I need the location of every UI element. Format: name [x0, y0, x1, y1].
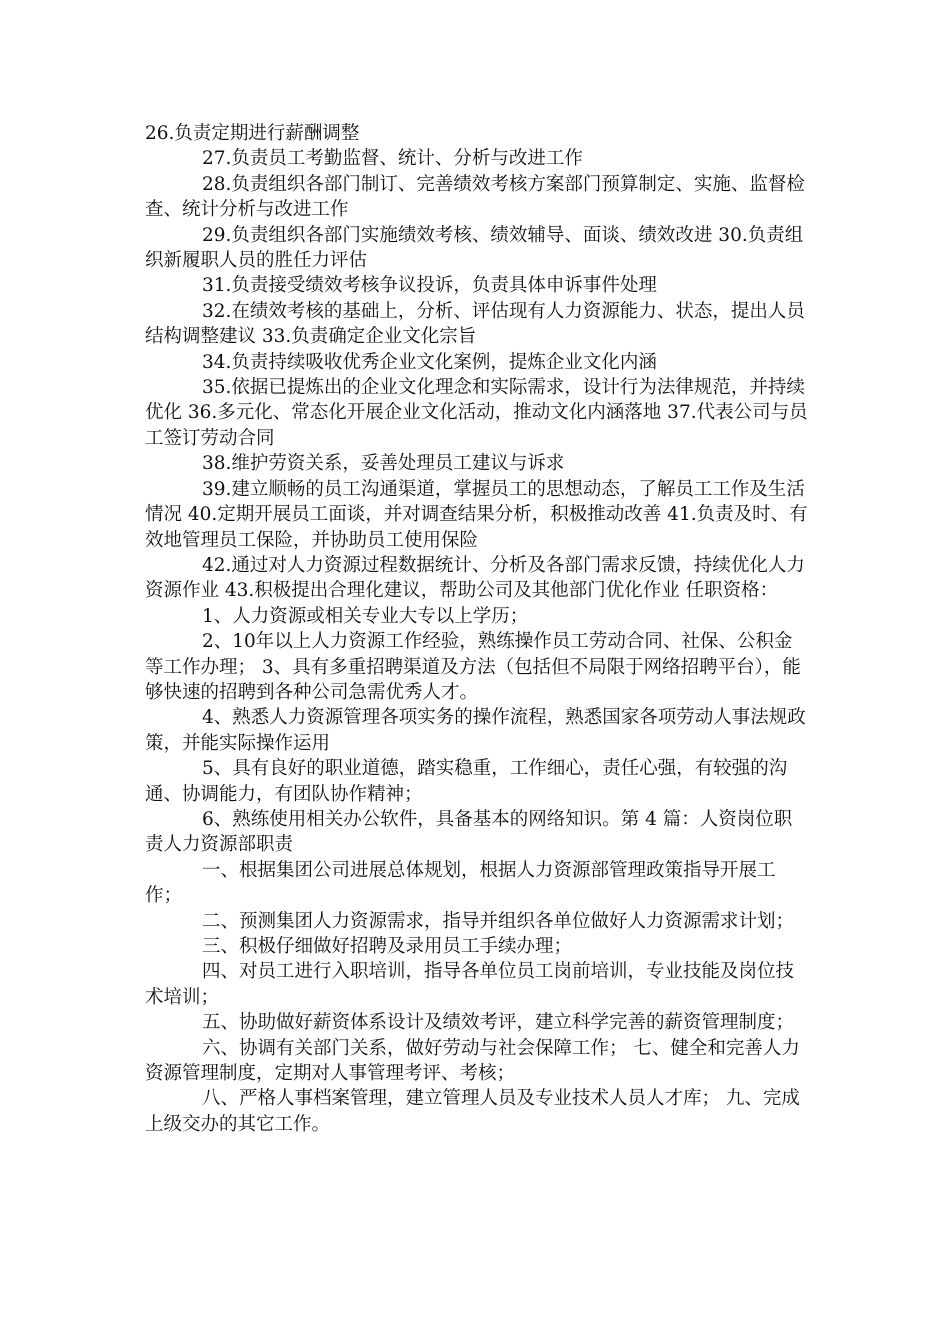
paragraph: 26.负责定期进行薪酬调整	[145, 123, 360, 144]
paragraph: 35.依据已提炼出的企业文化理念和实际需求，设计行为法律规范，并持续优化 36.多元化、常态化开展企业文化活动，推动文化内涵落地 37.代表公司与员工签订劳动合同	[145, 377, 808, 449]
paragraph: 31.负责接受绩效考核争议投诉，负责具体申诉事件处理	[202, 275, 657, 297]
paragraph: 39.建立顺畅的员工沟通渠道，掌握员工的思想动态，了解员工工作及生活情况 40.定期开展员工面谈，并对调查结果分析，积极推动改善 41.负责及时、有效地管理员工保险，并协助员工使用保险	[145, 478, 808, 551]
paragraph: 2、10年以上人力资源工作经验，熟练操作员工劳动合同、社保、公积金等工作办理； 3、具有多重招聘渠道及方法（包括但不局限于网络招聘平台），能够快速的招聘到各种公司急需优秀人才。	[145, 631, 801, 703]
paragraph: 34.负责持续吸收优秀企业文化案例，提炼企业文化内涵	[202, 351, 657, 373]
paragraph: 二、预测集团人力资源需求，指导并组织各单位做好人力资源需求计划；	[202, 910, 795, 932]
paragraph: 6、熟练使用相关办公软件，具备基本的网络知识。第 4 篇：人资岗位职责人力资源部职责	[145, 808, 793, 856]
paragraph: 八、严格人事档案管理，建立管理人员及专业技术人员人才库； 九、完成上级交办的其它工作。	[145, 1088, 800, 1135]
paragraph: 五、协助做好薪资体系设计及绩效考评，建立科学完善的薪资管理制度；	[202, 1012, 795, 1034]
paragraph: 5、具有良好的职业道德，踏实稳重，工作细心，责任心强，有较强的沟通、协调能力，有团队协作精神；	[145, 758, 788, 805]
document-body	[145, 121, 810, 1137]
paragraph: 1、人力资源或相关专业大专以上学历；	[202, 605, 529, 627]
paragraph: 四、对员工进行入职培训，指导各单位员工岗前培训，专业技能及岗位技术培训；	[145, 961, 795, 1008]
paragraph: 28.负责组织各部门制订、完善绩效考核方案部门预算制定、实施、监督检查、统计分析与改进工作	[145, 173, 805, 221]
paragraph: 4、熟悉人力资源管理各项实务的操作流程，熟悉国家各项劳动人事法规政策，并能实际操作运用	[145, 707, 806, 754]
paragraph: 42.通过对人力资源过程数据统计、分析及各部门需求反馈，持续优化人力资源作业 43.积极提出合理化建议，帮助公司及其他部门优化作业 任职资格：	[145, 554, 805, 602]
paragraph: 38.维护劳资关系，妥善处理员工建议与诉求	[202, 453, 565, 475]
paragraph: 29.负责组织各部门实施绩效考核、绩效辅导、面谈、绩效改进 30.负责组织新履职人员的胜任力评估	[145, 224, 804, 272]
paragraph: 32.在绩效考核的基础上，分析、评估现有人力资源能力、状态，提出人员结构调整建议 33.负责确定企业文化宗旨	[145, 300, 805, 348]
paragraph: 一、根据集团公司进展总体规划，根据人力资源部管理政策指导开展工作；	[145, 859, 776, 907]
paragraph: 六、协调有关部门关系，做好劳动与社会保障工作； 七、健全和完善人力资源管理制度，定期对人事管理考评、考核；	[145, 1037, 800, 1085]
paragraph: 三、积极仔细做好招聘及录用员工手续办理；	[202, 936, 573, 957]
paragraph: 27.负责员工考勤监督、统计、分析与改进工作	[202, 148, 583, 170]
